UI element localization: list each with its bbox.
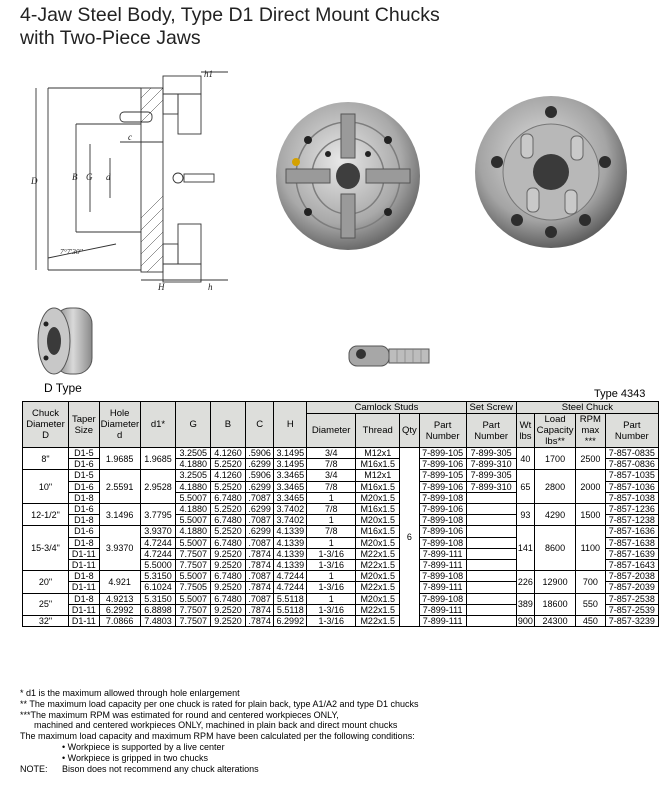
table-row: D1-11 6.2992 6.8898 7.7507 9.2520 .7874 5.5118 1-3/16 M22x1.5 7-899-111 7-857-2539 — [23, 604, 659, 615]
label-h: h — [208, 282, 213, 292]
col-set-screw: Set Screw — [466, 402, 516, 414]
note-key: NOTE: — [20, 763, 48, 774]
col-wt: Wt lbs — [516, 414, 534, 448]
col-rpm: RPM max *** — [576, 414, 606, 448]
label-angle: 7°7'30" — [60, 247, 83, 256]
label-c: c — [128, 132, 132, 142]
col-hole-diameter: Hole Diameter d — [99, 402, 140, 448]
chuck-back-photo — [467, 92, 637, 252]
col-steel-chuck: Steel Chuck — [516, 402, 658, 414]
col-d1: d1* — [140, 402, 176, 448]
table-row: D1-8 5.5007 6.7480 .7087 3.7402 1 M20x1.5 7-899-108 7-857-1238 — [23, 515, 659, 526]
note-line — [20, 764, 419, 775]
table-row: D1-8 5.5007 6.7480 .7087 3.3465 1 M20x1.5 7-899-108 7-857-1038 — [23, 492, 659, 503]
col-taper-size: Taper Size — [69, 402, 100, 448]
table-header-row-1 — [23, 402, 659, 414]
table-row: 10" D1-5 2.5591 2.9528 3.2505 4.1260 .5906 3.3465 3/4 M12x1 7-899-105 7-899-305 65 2800 2000 7-857-1035 — [23, 470, 659, 481]
label-dd: D — [31, 176, 38, 186]
title-line-1: 4-Jaw Steel Body, Type D1 Direct Mount Chucks — [20, 4, 440, 26]
table-row: D1-11 6.1024 7.7505 9.2520 .7874 4.7244 1-3/16 M22x1.5 7-899-111 7-857-2039 — [23, 582, 659, 593]
col-cam-part-number: Part Number — [419, 414, 466, 448]
footnote-3-cont: machined and centered workpieces ONLY, machined in plain back and direct mount chucks — [34, 720, 398, 731]
table-row: 20" D1-8 4.921 5.3150 5.5007 6.7480 .7087 4.7244 1 M20x1.5 7-899-108 226 12900 700 7-857-2038 — [23, 571, 659, 582]
col-set-part-number: Part Number — [466, 414, 516, 448]
page-title — [20, 4, 440, 50]
footnote-3: ***The maximum RPM was estimated for round and centered workpieces ONLY, — [20, 709, 339, 720]
table-row: D1-11 5.5000 7.7507 9.2520 .7874 4.1339 1-3/16 M22x1.5 7-899-111 7-857-1643 — [23, 560, 659, 571]
title-line-2: with Two-Piece Jaws — [20, 27, 201, 49]
col-cam-qty: Qty — [400, 414, 419, 448]
col-chuck-diameter: Chuck Diameter D — [23, 402, 69, 448]
table-row: 32" D1-11 7.0866 7.4803 7.7507 9.2520 .7874 6.2992 1-3/16 M22x1.5 7-899-111 900 24300 450 7-857-3239 — [23, 616, 659, 627]
col-load: Load Capacity lbs** — [536, 414, 574, 447]
col-camlock-studs: Camlock Studs — [307, 402, 466, 414]
col-b: B — [211, 402, 246, 448]
table-row: 12-1/2" D1-6 3.1496 3.7795 4.1880 5.2520 .6299 3.7402 7/8 M16x1.5 7-899-106 93 4290 1500 7-857-1236 — [23, 504, 659, 515]
table-row: D1-6 4.1880 5.2520 .6299 3.1495 7/8 M16x1.5 7-899-106 7-899-310 7-857-0836 — [23, 459, 659, 470]
label-H: H — [158, 282, 165, 292]
label-g: G — [86, 172, 93, 182]
col-h: H — [274, 402, 307, 448]
table-row: 15-3/4" D1-6 3.9370 3.9370 4.1880 5.2520 .6299 4.1339 7/8 M16x1.5 7-899-106 141 8600 1100 7-857-1636 — [23, 526, 659, 537]
qty-cell: 6 — [400, 448, 419, 627]
camlock-stud-photo — [347, 340, 433, 372]
note-text: Bison does not recommend any chuck alterations — [62, 763, 259, 774]
condition-1: • Workpiece is supported by a live center — [62, 741, 225, 752]
chuck-cross-section-drawing — [28, 68, 250, 296]
d-type-label: D Type — [44, 381, 82, 395]
table-row: 25" D1-8 4.9213 5.3150 5.5007 6.7480 .7087 5.5118 1 M20x1.5 7-899-108 389 18600 550 7-857-2538 — [23, 593, 659, 604]
label-b: B — [72, 172, 78, 182]
chuck-front-photo — [268, 94, 428, 254]
type-number-label: Type 4343 — [594, 388, 646, 400]
footnote-1: * d1 is the maximum allowed through hole enlargement — [20, 688, 240, 698]
label-d: d — [106, 172, 111, 182]
col-chuck-part-number: Part Number — [605, 414, 658, 448]
footnote-4: The maximum load capacity and maximum RPM have been calculated per the following conditions: — [20, 731, 415, 742]
col-c: C — [245, 402, 274, 448]
table-row: D1-11 4.7244 7.7507 9.2520 .7874 4.1339 1-3/16 M22x1.5 7-899-111 7-857-1639 — [23, 548, 659, 559]
col-cam-diameter: Diameter — [307, 414, 356, 448]
condition-2: • Workpiece is gripped in two chucks — [62, 752, 209, 763]
d-type-chuck-photo — [32, 304, 102, 378]
footnotes — [20, 688, 419, 774]
table-row: D1-8 4.7244 5.5007 6.7480 .7087 4.1339 1 M20x1.5 7-899-108 7-857-1638 — [23, 537, 659, 548]
label-h1: h1 — [204, 69, 213, 79]
specification-table — [22, 401, 659, 627]
table-row: 8" D1-5 1.9685 1.9685 3.2505 4.1260 .5906 3.1495 3/4 M12x1 6 7-899-105 7-899-305 40 1700 2500 7-857-0835 — [23, 448, 659, 459]
col-cam-thread: Thread — [356, 414, 400, 448]
table-row: D1-6 4.1880 5.2520 .6299 3.3465 7/8 M16x1.5 7-899-106 7-899-310 7-857-1036 — [23, 481, 659, 492]
col-g: G — [176, 402, 211, 448]
footnote-2: ** The maximum load capacity per one chuck is rated for plain back, type A1/A2 and type D1 chucks — [20, 698, 419, 709]
